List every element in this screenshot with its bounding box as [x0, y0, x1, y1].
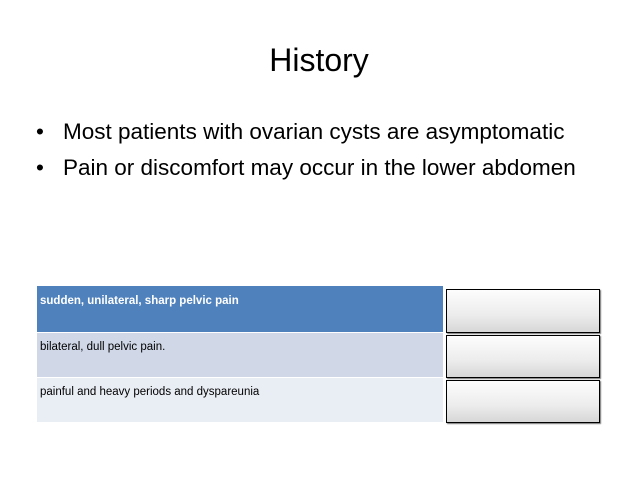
bullet-text: Most patients with ovarian cysts are asymptomatic: [63, 119, 565, 144]
symptom-table: [37, 286, 443, 423]
table-cell: bilateral, dull pelvic pain.: [40, 341, 166, 353]
bullet-marker: •: [36, 155, 44, 180]
bullet-text: Pain or discomfort may occur in the lower abdomen: [63, 155, 576, 180]
table-row: [37, 378, 443, 423]
table-row: [37, 286, 443, 333]
answer-boxes: [446, 289, 602, 425]
answer-box[interactable]: [446, 380, 600, 423]
slide-title: History: [269, 42, 369, 78]
bullet-marker: •: [36, 119, 44, 144]
answer-box[interactable]: [446, 289, 600, 333]
bullet-list: [36, 118, 596, 190]
table-cell: painful and heavy periods and dyspareunia: [40, 386, 260, 398]
bullet-item: [36, 118, 596, 146]
table-cell: sudden, unilateral, sharp pelvic pain: [40, 295, 239, 307]
answer-box[interactable]: [446, 335, 600, 378]
bullet-item: [36, 154, 596, 182]
table-row: [37, 333, 443, 378]
